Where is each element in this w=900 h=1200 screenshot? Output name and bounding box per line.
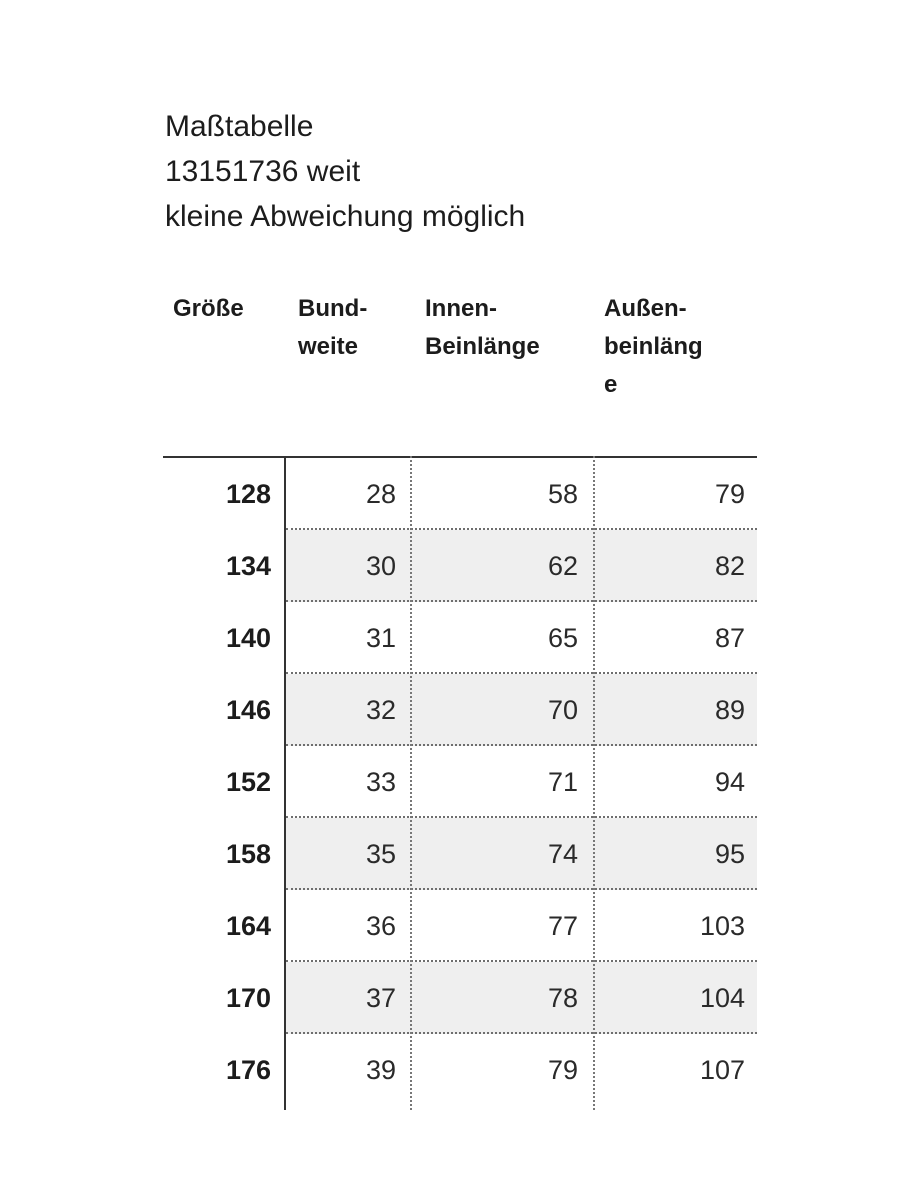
- inner-leg-cell: 70: [547, 695, 578, 725]
- header-inner-line: Innen-: [425, 295, 497, 322]
- size-column-divider: [284, 456, 286, 1110]
- header-outer-line: Außen-: [604, 295, 687, 322]
- outer-leg-cell: 94: [714, 767, 745, 797]
- waist-cell: 32: [365, 695, 396, 725]
- waist-cell: 39: [365, 1055, 396, 1085]
- size-cell: 140: [225, 623, 271, 653]
- inner-leg-cell: 77: [547, 911, 578, 941]
- header-outer-leg: [604, 290, 703, 404]
- table-row: [163, 458, 757, 530]
- waist-column-divider: [410, 456, 412, 1110]
- waist-cell: 33: [365, 767, 396, 797]
- inner-leg-cell: 62: [547, 551, 578, 581]
- table-row: [163, 890, 757, 962]
- inner-leg-cell: 78: [547, 983, 578, 1013]
- table-row: [163, 602, 757, 674]
- table-top-rule: [163, 456, 757, 458]
- size-cell: 158: [225, 839, 271, 869]
- header-outer-line: beinläng: [604, 333, 703, 360]
- outer-leg-cell: 104: [699, 983, 745, 1013]
- header-inner-line: Beinlänge: [425, 333, 540, 360]
- table-row: [163, 530, 757, 602]
- waist-cell: 35: [365, 839, 396, 869]
- page-title: Maßtabelle: [165, 110, 314, 143]
- inner-leg-cell: 79: [547, 1055, 578, 1085]
- outer-leg-cell: 107: [699, 1055, 745, 1085]
- table-row: [163, 674, 757, 746]
- waist-cell: 37: [365, 983, 396, 1013]
- outer-leg-cell: 89: [714, 695, 745, 725]
- deviation-note: kleine Abweichung möglich: [165, 200, 526, 233]
- size-cell: 164: [225, 911, 271, 941]
- inner-leg-cell: 58: [547, 479, 578, 509]
- outer-leg-cell: 82: [714, 551, 745, 581]
- outer-leg-cell: 95: [714, 839, 745, 869]
- size-cell: 128: [225, 479, 271, 509]
- waist-cell: 31: [365, 623, 396, 653]
- header-inner-leg: [425, 290, 540, 366]
- size-cell: 176: [225, 1055, 271, 1085]
- header-waist: [298, 290, 367, 366]
- waist-cell: 30: [365, 551, 396, 581]
- inner-leg-cell: 74: [547, 839, 578, 869]
- header-size-line: Größe: [173, 295, 244, 322]
- table-row: [163, 746, 757, 818]
- header-size: [173, 290, 244, 328]
- inner-leg-cell: 65: [547, 623, 578, 653]
- inner-column-divider: [593, 456, 595, 1110]
- table-row: [163, 818, 757, 890]
- table-row: [163, 1034, 757, 1106]
- size-cell: 134: [225, 551, 271, 581]
- table-row: [163, 962, 757, 1034]
- outer-leg-cell: 103: [699, 911, 745, 941]
- article-number: 13151736 weit: [165, 155, 361, 188]
- size-cell: 170: [225, 983, 271, 1013]
- inner-leg-cell: 71: [547, 767, 578, 797]
- size-cell: 146: [225, 695, 271, 725]
- outer-leg-cell: 79: [714, 479, 745, 509]
- title-block: [165, 104, 525, 239]
- header-waist-line: Bund-: [298, 295, 368, 322]
- waist-cell: 36: [365, 911, 396, 941]
- waist-cell: 28: [365, 479, 396, 509]
- header-waist-line: weite: [298, 333, 359, 360]
- size-cell: 152: [225, 767, 271, 797]
- header-outer-line: e: [604, 371, 618, 398]
- outer-leg-cell: 87: [714, 623, 745, 653]
